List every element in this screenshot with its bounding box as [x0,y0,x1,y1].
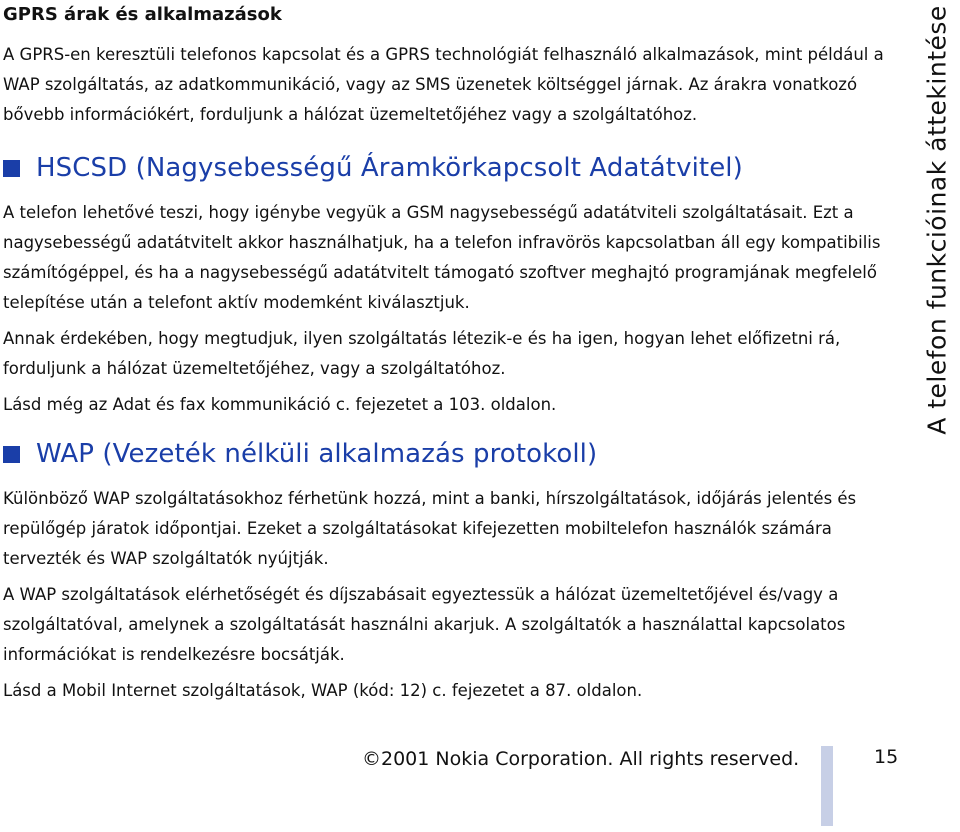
wap-paragraph-2: A WAP szolgáltatások elérhetőségét és díjszabásait egyeztessük a hálózat üzemeltetőjével és/vagy a szolgáltatóval, amelynek a szolgáltatását használni akarjuk. A szolgáltatók a használattal kapcsolatos információkat is rendelkezésre bocsátják. [3,585,846,664]
copyright-notice: ©2001 Nokia Corporation. All rights reserved. [362,748,800,770]
wap-heading-text: WAP (Vezeték nélküli alkalmazás protokoll) [36,439,598,469]
page-number: 15 [874,746,899,768]
wap-paragraph-1: Különböző WAP szolgáltatásokhoz férhetünk hozzá, mint a banki, hírszolgáltatások, időjárás jelentés és repülőgép járatok időpontjai. Ezeket a szolgáltatásokat kifejezetten mobiltelefon használók számára tervezték és WAP szolgáltatók nyújtják. [3,489,857,568]
hscsd-paragraph-2: Annak érdekében, hogy megtudjuk, ilyen szolgáltatás létezik-e és ha igen, hogyan lehet előfizetni rá, forduljunk a hálózat üzemeltetőjéhez, vagy a szolgáltatóhoz. [3,329,841,378]
hscsd-section-heading [3,150,908,186]
hscsd-paragraph-3: Lásd még az Adat és fax kommunikáció c. fejezetet a 103. oldalon. [3,395,557,414]
intro-paragraph: A GPRS-en keresztüli telefonos kapcsolat és a GPRS technológiát felhasználó alkalmazások, mint például a WAP szolgáltatás, az adatkommunikáció, vagy az SMS üzenetek költséggel járnak. Az árakra vonatkozó bővebb információkért, forduljunk a hálózat üzemeltetőjéhez vagy a szolgáltatóhoz. [3,45,884,124]
page-footer [0,740,960,832]
footer-accent-bar [821,746,833,826]
square-bullet-icon [3,160,20,177]
chapter-side-title-container [916,0,958,440]
hscsd-heading-text: HSCSD (Nagysebességű Áramkörkapcsolt Adatátvitel) [36,153,743,183]
chapter-side-title: A telefon funkcióinak áttekintése [922,5,952,435]
square-bullet-icon [3,446,20,463]
wap-paragraph-3: Lásd a Mobil Internet szolgáltatások, WAP (kód: 12) c. fejezetet a 87. oldalon. [3,681,643,700]
hscsd-paragraph-1: A telefon lehetővé teszi, hogy igénybe vegyük a GSM nagysebességű adatátviteli szolgáltatásait. Ezt a nagysebességű adatátvitelt akkor használhatjuk, ha a telefon infravörös kapcsolatban áll egy kompatibilis számítógéppel, és ha a nagysebességű adatátvitelt támogató szoftver meghajtó programjának megfelelő telepítése után a telefont aktív modemként kiválasztjuk. [3,203,881,312]
main-content [3,0,908,712]
wap-section-heading [3,436,908,472]
intro-title: GPRS árak és alkalmazások [3,4,282,25]
